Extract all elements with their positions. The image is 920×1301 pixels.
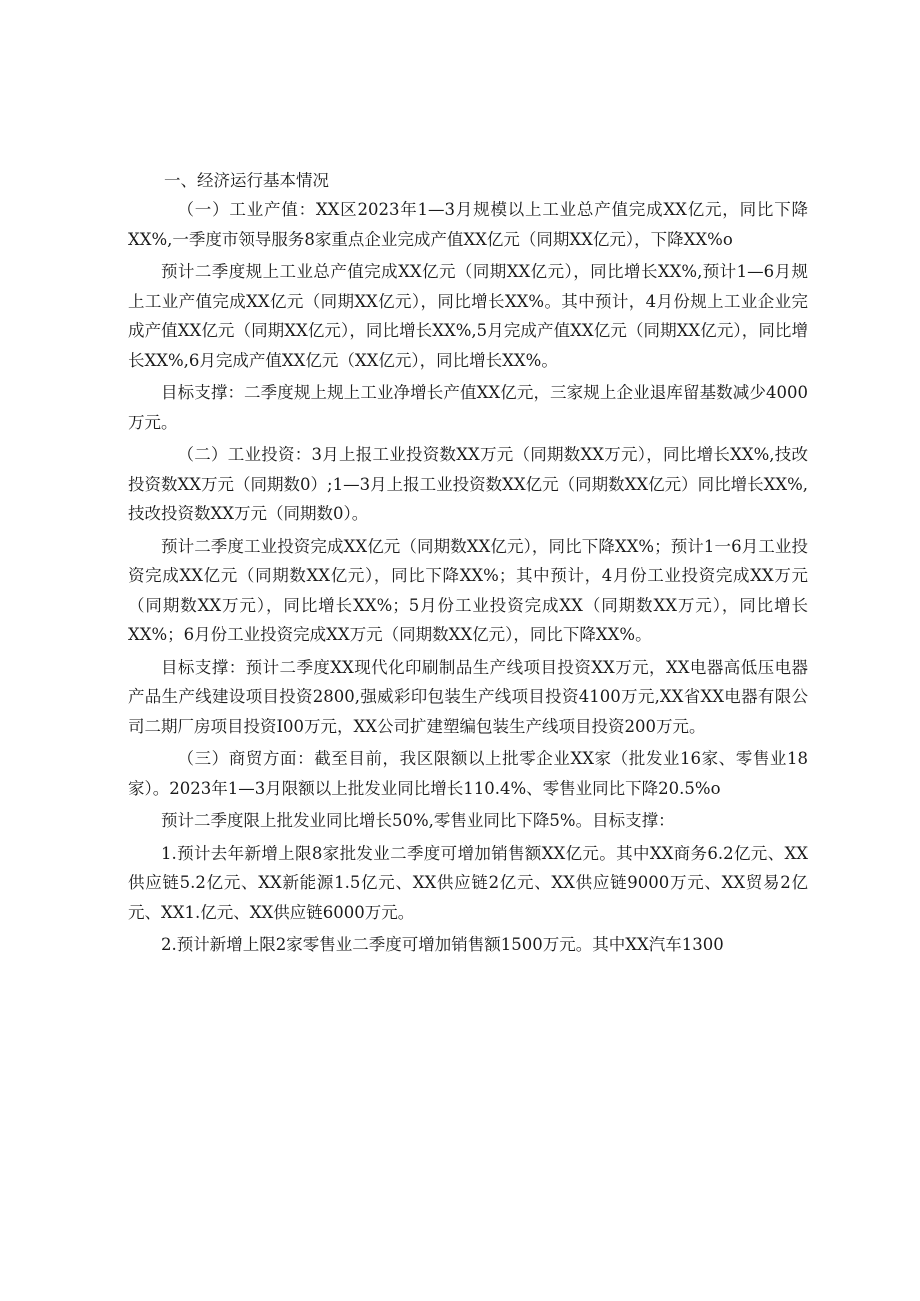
paragraph-commerce: （三）商贸方面：截至目前，我区限额以上批零企业XX家（批发业16家、零售业18家）。2023年1—3月限额以上批发业同比增长110.4%、零售业同比下降20.5%o [128, 749, 808, 798]
paragraph-commerce-forecast: 预计二季度限上批发业同比增长50%,零售业同比下降5%。目标支撑： [161, 811, 675, 830]
paragraph-output-forecast: 预计二季度规上工业总产值完成XX亿元（同期XX亿元），同比增长XX%,预计1—6月规上工业产值完成XX亿元（同期XX亿元），同比增长XX%。其中预计，4月份规上工业企业完成产值XX亿元（同期XX亿元），同比增长XX%,5月完成产值XX亿元（同期XX亿元），同比增长XX%,6月完成产值XX亿元（XX亿元），同比增长XX%。 [128, 262, 808, 370]
list-item-retail: 2.预计新增上限2家零售业二季度可增加销售额1500万元。其中XX汽车1300 [161, 935, 724, 954]
document-body [128, 166, 808, 960]
paragraph-investment-forecast: 预计二季度工业投资完成XX亿元（同期数XX亿元），同比下降XX%；预计1一6月工业投资完成XX亿元（同期数XX亿元），同比下降XX%；其中预计，4月份工业投资完成XX万元（同期数XX万元），同比增长XX%；5月份工业投资完成XX（同期数XX万元），同比增长XX%；6月份工业投资完成XX万元（同期数XX亿元），同比下降XX%。 [128, 536, 808, 644]
section-heading: 一、经济运行基本情况 [164, 171, 329, 190]
paragraph-industrial-output: （一）工业产值：XX区2023年1—3月规模以上工业总产值完成XX亿元，同比下降XX%,一季度市领导服务8家重点企业完成产值XX亿元（同期XX亿元），下降XX%o [128, 200, 808, 249]
paragraph-investment-target: 目标支撑：预计二季度XX现代化印刷制品生产线项目投资XX万元，XX电器高低压电器产品生产线建设项目投资2800,强威彩印包装生产线项目投资4100万元,XX省XX电器有限公司二期厂房项目投资I00万元，XX公司扩建塑编包装生产线项目投资200万元。 [128, 657, 808, 736]
list-item-wholesale: 1.预计去年新增上限8家批发业二季度可增加销售额XX亿元。其中XX商务6.2亿元、XX供应链5.2亿元、XX新能源1.5亿元、XX供应链2亿元、XX供应链9000万元、XX贸易2亿元、XX1.亿元、XX供应链6000万元。 [128, 843, 808, 922]
paragraph-industrial-investment: （二）工业投资：3月上报工业投资数XX万元（同期数XX万元），同比增长XX%,技改投资数XX万元（同期数0）;1—3月上报工业投资数XX亿元（同期数XX亿元）同比增长XX%,技改投资数XX万元（同期数0）。 [128, 445, 808, 523]
paragraph-output-target: 目标支撑：二季度规上规上工业净增长产值XX亿元，三家规上企业退库留基数减少4000万元。 [128, 383, 808, 432]
